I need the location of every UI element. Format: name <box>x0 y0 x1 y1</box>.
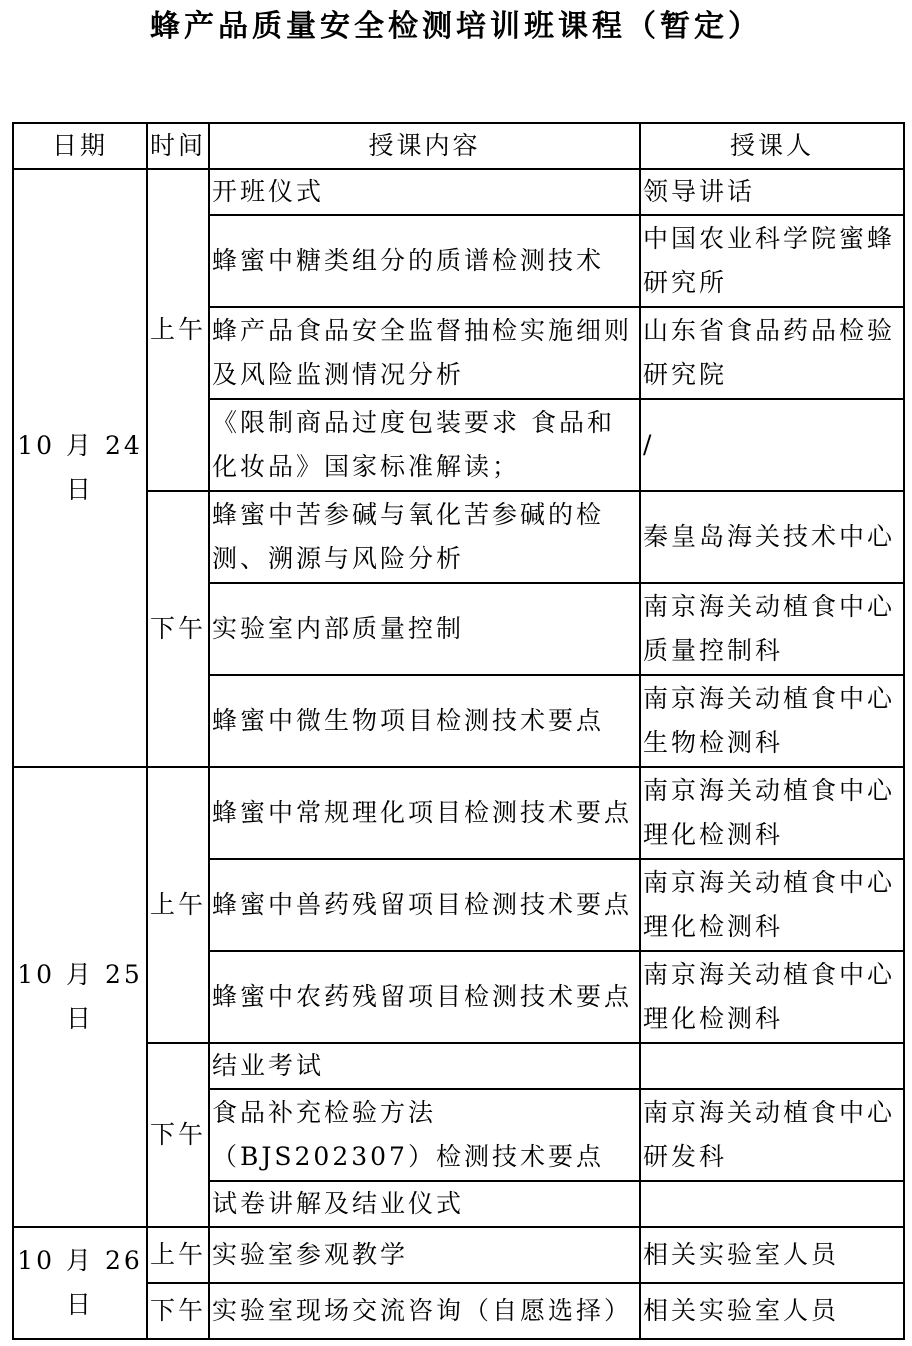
table-row <box>13 1227 904 1283</box>
lecturer-cell: 南京海关动植食中心理化检测科 <box>640 951 904 1043</box>
content-cell: 蜂蜜中农药残留项目检测技术要点 <box>209 951 640 1043</box>
content-cell: 试卷讲解及结业仪式 <box>209 1181 640 1227</box>
content-cell: 蜂蜜中兽药残留项目检测技术要点 <box>209 859 640 951</box>
table-row <box>13 767 904 859</box>
content-cell: 《限制商品过度包装要求 食品和化妆品》国家标准解读； <box>209 399 640 491</box>
lecturer-cell: / <box>640 399 904 491</box>
lecturer-cell: 中国农业科学院蜜蜂研究所 <box>640 215 904 307</box>
header-lecturer: 授课人 <box>640 123 904 169</box>
time-cell: 下午 <box>147 491 209 767</box>
time-cell: 下午 <box>147 1283 209 1339</box>
header-row <box>13 123 904 169</box>
date-cell: 10 月 25 日 <box>13 767 147 1227</box>
content-cell: 结业考试 <box>209 1043 640 1089</box>
lecturer-cell: 南京海关动植食中心理化检测科 <box>640 859 904 951</box>
lecturer-cell: 相关实验室人员 <box>640 1283 904 1339</box>
content-cell: 蜂蜜中常规理化项目检测技术要点 <box>209 767 640 859</box>
time-cell: 下午 <box>147 1043 209 1227</box>
lecturer-cell: 南京海关动植食中心研发科 <box>640 1089 904 1181</box>
content-cell: 蜂蜜中微生物项目检测技术要点 <box>209 675 640 767</box>
lecturer-cell <box>640 1181 904 1227</box>
table-row <box>13 1043 904 1089</box>
table-row <box>13 491 904 583</box>
table-row <box>13 169 904 215</box>
date-cell: 10 月 24 日 <box>13 169 147 767</box>
lecturer-cell: 山东省食品药品检验研究院 <box>640 307 904 399</box>
content-cell: 实验室现场交流咨询（自愿选择） <box>209 1283 640 1339</box>
date-cell: 10 月 26 日 <box>13 1227 147 1339</box>
lecturer-cell: 秦皇岛海关技术中心 <box>640 491 904 583</box>
lecturer-cell: 南京海关动植食中心理化检测科 <box>640 767 904 859</box>
content-cell: 蜂蜜中苦参碱与氧化苦参碱的检测、溯源与风险分析 <box>209 491 640 583</box>
content-cell: 实验室内部质量控制 <box>209 583 640 675</box>
content-cell: 实验室参观教学 <box>209 1227 640 1283</box>
header-time: 时间 <box>147 123 209 169</box>
lecturer-cell: 南京海关动植食中心质量控制科 <box>640 583 904 675</box>
header-content: 授课内容 <box>209 123 640 169</box>
schedule-table <box>12 122 905 1340</box>
lecturer-cell: 领导讲话 <box>640 169 904 215</box>
table-row <box>13 1283 904 1339</box>
lecturer-cell: 南京海关动植食中心生物检测科 <box>640 675 904 767</box>
time-cell: 上午 <box>147 1227 209 1283</box>
content-cell: 开班仪式 <box>209 169 640 215</box>
time-cell: 上午 <box>147 767 209 1043</box>
content-cell: 蜂产品食品安全监督抽检实施细则及风险监测情况分析 <box>209 307 640 399</box>
content-cell: 食品补充检验方法（BJS202307）检测技术要点 <box>209 1089 640 1181</box>
lecturer-cell <box>640 1043 904 1089</box>
header-date: 日期 <box>13 123 147 169</box>
content-cell: 蜂蜜中糖类组分的质谱检测技术 <box>209 215 640 307</box>
document-title: 蜂产品质量安全检测培训班课程（暂定） <box>150 9 762 44</box>
lecturer-cell: 相关实验室人员 <box>640 1227 904 1283</box>
time-cell: 上午 <box>147 169 209 491</box>
